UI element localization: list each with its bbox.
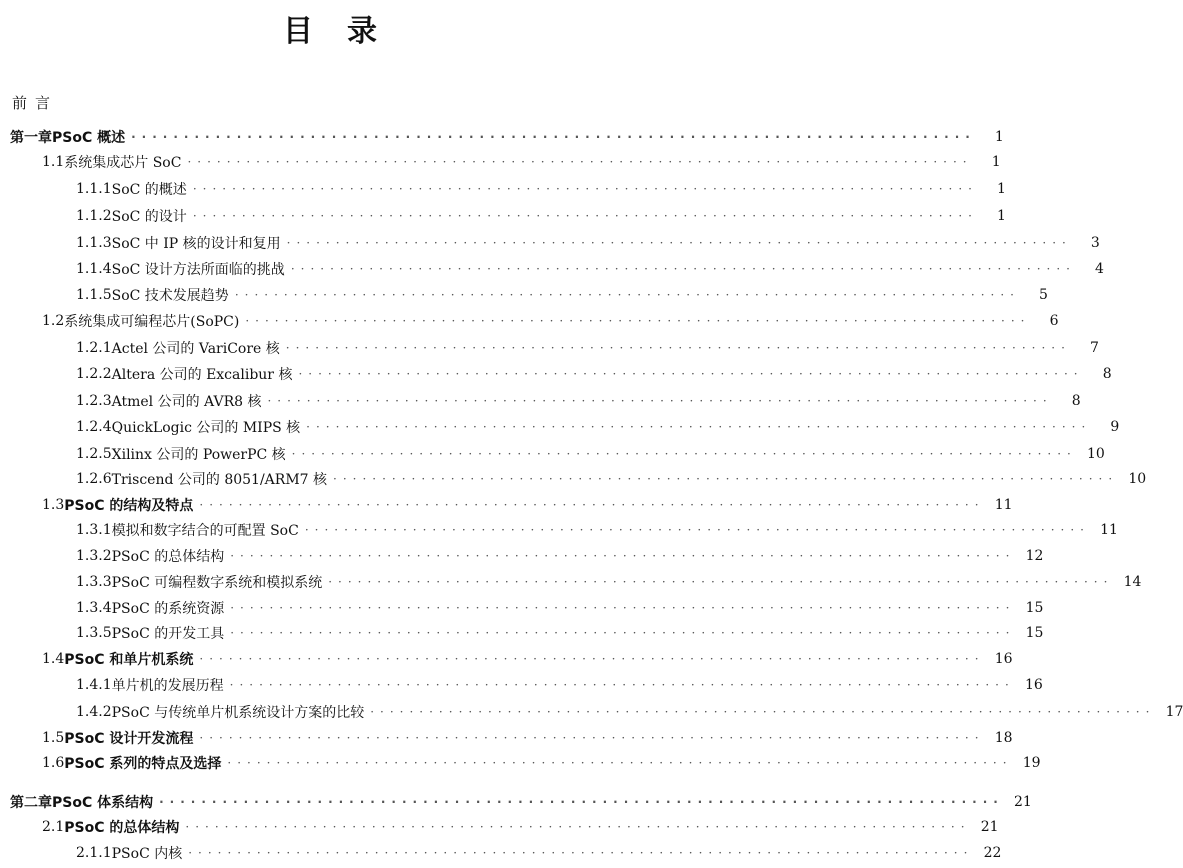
toc-page-number: 1 (994, 129, 1004, 145)
dot-leader: ················································································ (159, 795, 1004, 809)
toc-title: PSoC 体系结构 (52, 795, 154, 811)
toc-page-number: 17 (1165, 704, 1183, 720)
toc-number: 1.3.5 (76, 625, 112, 641)
dot-leader: ················································································ (199, 731, 985, 745)
toc-section[interactable] (0, 310, 1059, 332)
dot-leader: ················································································ (185, 820, 971, 834)
toc-title: PSoC 概述 (52, 130, 126, 146)
toc-page-number: 5 (1039, 287, 1048, 303)
toc-number: 1.4.2 (76, 704, 112, 720)
page-title: 目 录 (283, 14, 379, 49)
toc-number: 1.2.6 (76, 471, 112, 487)
toc-number: 1.1.3 (76, 235, 112, 251)
toc-number: 第二章 (10, 795, 52, 811)
toc-page-number: 10 (1087, 446, 1105, 462)
toc-title: Atmel 公司的 AVR8 核 (111, 394, 262, 410)
toc-title: 系统集成芯片 SoC (64, 155, 182, 171)
toc-subsection[interactable] (0, 701, 1183, 723)
toc-page-number: 7 (1090, 340, 1099, 356)
toc-page-number: 4 (1095, 261, 1104, 277)
toc-subsection[interactable] (0, 284, 1048, 306)
dot-leader: ················································································ (304, 523, 1090, 537)
toc-page-number: 3 (1090, 235, 1100, 251)
toc-title: PSoC 和单片机系统 (64, 652, 194, 668)
toc-page-number: 15 (1025, 625, 1044, 641)
toc-number: 1.1.4 (76, 261, 112, 277)
toc-page-number: 9 (1110, 419, 1120, 435)
toc-page-number: 21 (1013, 794, 1032, 810)
dot-leader: ················································································ (199, 498, 985, 512)
toc-title: PSoC 的总体结构 (64, 820, 180, 836)
toc-page-number: 21 (980, 819, 999, 835)
toc-title: SoC 技术发展趋势 (111, 288, 229, 304)
dot-leader: ················································································ (290, 262, 1076, 276)
dot-leader: ················································································ (192, 182, 978, 196)
toc-title: SoC 的设计 (111, 209, 187, 225)
toc-subsection[interactable] (0, 622, 1044, 644)
dot-leader: ················································································ (245, 314, 1031, 328)
toc-subsection[interactable] (0, 258, 1104, 280)
dot-leader: ················································································ (230, 626, 1016, 640)
toc-subsection[interactable] (0, 597, 1044, 619)
toc-number: 1.2.2 (76, 366, 112, 382)
toc-title: Triscend 公司的 8051/ARM7 核 (111, 472, 328, 488)
toc-page-number: 16 (1024, 677, 1043, 693)
toc-title: PSoC 内核 (111, 846, 183, 862)
dot-leader: ················································································ (131, 130, 976, 144)
toc-page-number: 8 (1102, 366, 1112, 382)
toc-title: PSoC 的结构及特点 (64, 498, 194, 514)
toc-page-number: 16 (994, 651, 1013, 667)
toc-page-number: 11 (1100, 522, 1118, 538)
toc-title: SoC 设计方法所面临的挑战 (111, 262, 285, 278)
toc-page-number: 19 (1022, 755, 1041, 771)
toc-subsection[interactable] (0, 443, 1105, 465)
toc-number: 1.5 (42, 730, 65, 746)
toc-page-number: 12 (1025, 548, 1044, 564)
toc-subsection[interactable] (0, 468, 1147, 490)
toc-subsection[interactable] (0, 674, 1043, 696)
toc-number: 1.2.5 (76, 446, 112, 462)
toc-title: 系统集成可编程芯片(SoPC) (64, 314, 240, 330)
dot-leader: ················································································ (306, 420, 1092, 434)
dot-leader: ················································································ (267, 394, 1053, 408)
toc-title: Xilinx 公司的 PowerPC 核 (111, 447, 286, 463)
toc-number: 1.4.1 (76, 677, 112, 693)
toc-number: 1.1 (42, 154, 65, 170)
toc-page-number: 1 (997, 208, 1006, 224)
toc-page-number: 6 (1049, 313, 1059, 329)
toc-title: QuickLogic 公司的 MIPS 核 (111, 420, 301, 436)
toc-title: PSoC 的开发工具 (111, 626, 225, 642)
toc-subsection[interactable] (0, 337, 1099, 359)
toc-title: Actel 公司的 VariCore 核 (111, 341, 280, 357)
toc-chapter[interactable] (0, 126, 1004, 148)
toc-section[interactable] (0, 648, 1013, 670)
toc-subsection[interactable] (0, 571, 1142, 593)
toc-title: PSoC 系列的特点及选择 (64, 756, 222, 772)
toc-page-number: 1 (997, 181, 1006, 197)
toc-page-number: 22 (983, 845, 1002, 861)
toc-title: PSoC 的总体结构 (111, 549, 225, 565)
dot-leader: ················································································ (199, 652, 985, 666)
toc-title: PSoC 可编程数字系统和模拟系统 (111, 575, 323, 591)
toc-title: PSoC 设计开发流程 (64, 731, 194, 747)
toc-page-number: 15 (1025, 600, 1044, 616)
dot-leader: ················································································ (230, 601, 1016, 615)
toc-number: 1.3 (42, 497, 65, 513)
dot-leader: ················································································ (370, 705, 1156, 719)
dot-leader: ················································································ (328, 575, 1114, 589)
dot-leader: ················································································ (230, 549, 1016, 563)
toc-title: 单片机的发展历程 (111, 678, 224, 694)
toc-page-number: 8 (1071, 393, 1081, 409)
toc-subsection[interactable] (0, 545, 1044, 567)
toc-page-number: 18 (994, 730, 1013, 746)
dot-leader: ················································································ (291, 447, 1077, 461)
toc-title: PSoC 与传统单片机系统设计方案的比较 (111, 705, 365, 721)
toc-subsection[interactable] (0, 519, 1118, 541)
toc-section[interactable] (0, 151, 1001, 173)
dot-leader: ················································································ (187, 155, 973, 169)
toc-page-number: 11 (994, 497, 1013, 513)
toc-number: 1.3.2 (76, 548, 112, 564)
dot-leader: ················································································ (285, 341, 1071, 355)
toc-page-number: 1 (991, 154, 1001, 170)
toc-number: 1.4 (42, 651, 65, 667)
dot-leader: ················································································ (298, 367, 1084, 381)
toc-title: 模拟和数字结合的可配置 SoC (111, 523, 299, 539)
toc-number: 1.6 (42, 755, 65, 771)
toc-page-number: 10 (1128, 471, 1147, 487)
dot-leader: ················································································ (227, 756, 1013, 770)
toc-subsection[interactable] (0, 842, 1002, 864)
toc-title: SoC 的概述 (111, 182, 187, 198)
toc-number: 1.3.3 (76, 574, 112, 590)
dot-leader: ················································································ (229, 678, 1015, 692)
toc-number: 1.2.1 (76, 340, 112, 356)
toc-number: 1.3.1 (76, 522, 112, 538)
toc-subsection[interactable] (0, 178, 1006, 200)
toc-number: 1.1.5 (76, 287, 112, 303)
toc-number: 1.1.2 (76, 208, 112, 224)
toc-number: 1.2.4 (76, 419, 112, 435)
toc-section[interactable] (0, 494, 1013, 516)
toc-title: PSoC 的系统资源 (111, 601, 225, 617)
dot-leader: ················································································ (333, 472, 1119, 486)
toc-section[interactable] (0, 816, 999, 838)
toc-number: 1.2 (42, 313, 65, 329)
toc-number: 2.1 (42, 819, 65, 835)
toc-page-number: 14 (1123, 574, 1142, 590)
toc-subsection[interactable] (0, 416, 1120, 438)
toc-number: 1.3.4 (76, 600, 112, 616)
dot-leader: ················································································ (234, 288, 1020, 302)
toc-chapter[interactable] (0, 791, 1032, 813)
preface-heading: 前言 (12, 94, 59, 112)
dot-leader: ················································································ (286, 236, 1072, 250)
toc-title: SoC 中 IP 核的设计和复用 (111, 236, 281, 252)
toc-section[interactable] (0, 752, 1041, 774)
toc-number: 1.2.3 (76, 393, 112, 409)
toc-subsection[interactable] (0, 205, 1006, 227)
toc-title: Altera 公司的 Excalibur 核 (111, 367, 293, 383)
toc-number: 第一章 (10, 130, 52, 146)
dot-leader: ················································································ (192, 209, 978, 223)
toc-subsection[interactable] (0, 232, 1100, 254)
toc-subsection[interactable] (0, 363, 1112, 385)
toc-number: 2.1.1 (76, 845, 112, 861)
dot-leader: ················································································ (188, 846, 974, 860)
toc-section[interactable] (0, 727, 1013, 749)
toc-number: 1.1.1 (76, 181, 112, 197)
toc-subsection[interactable] (0, 390, 1081, 412)
